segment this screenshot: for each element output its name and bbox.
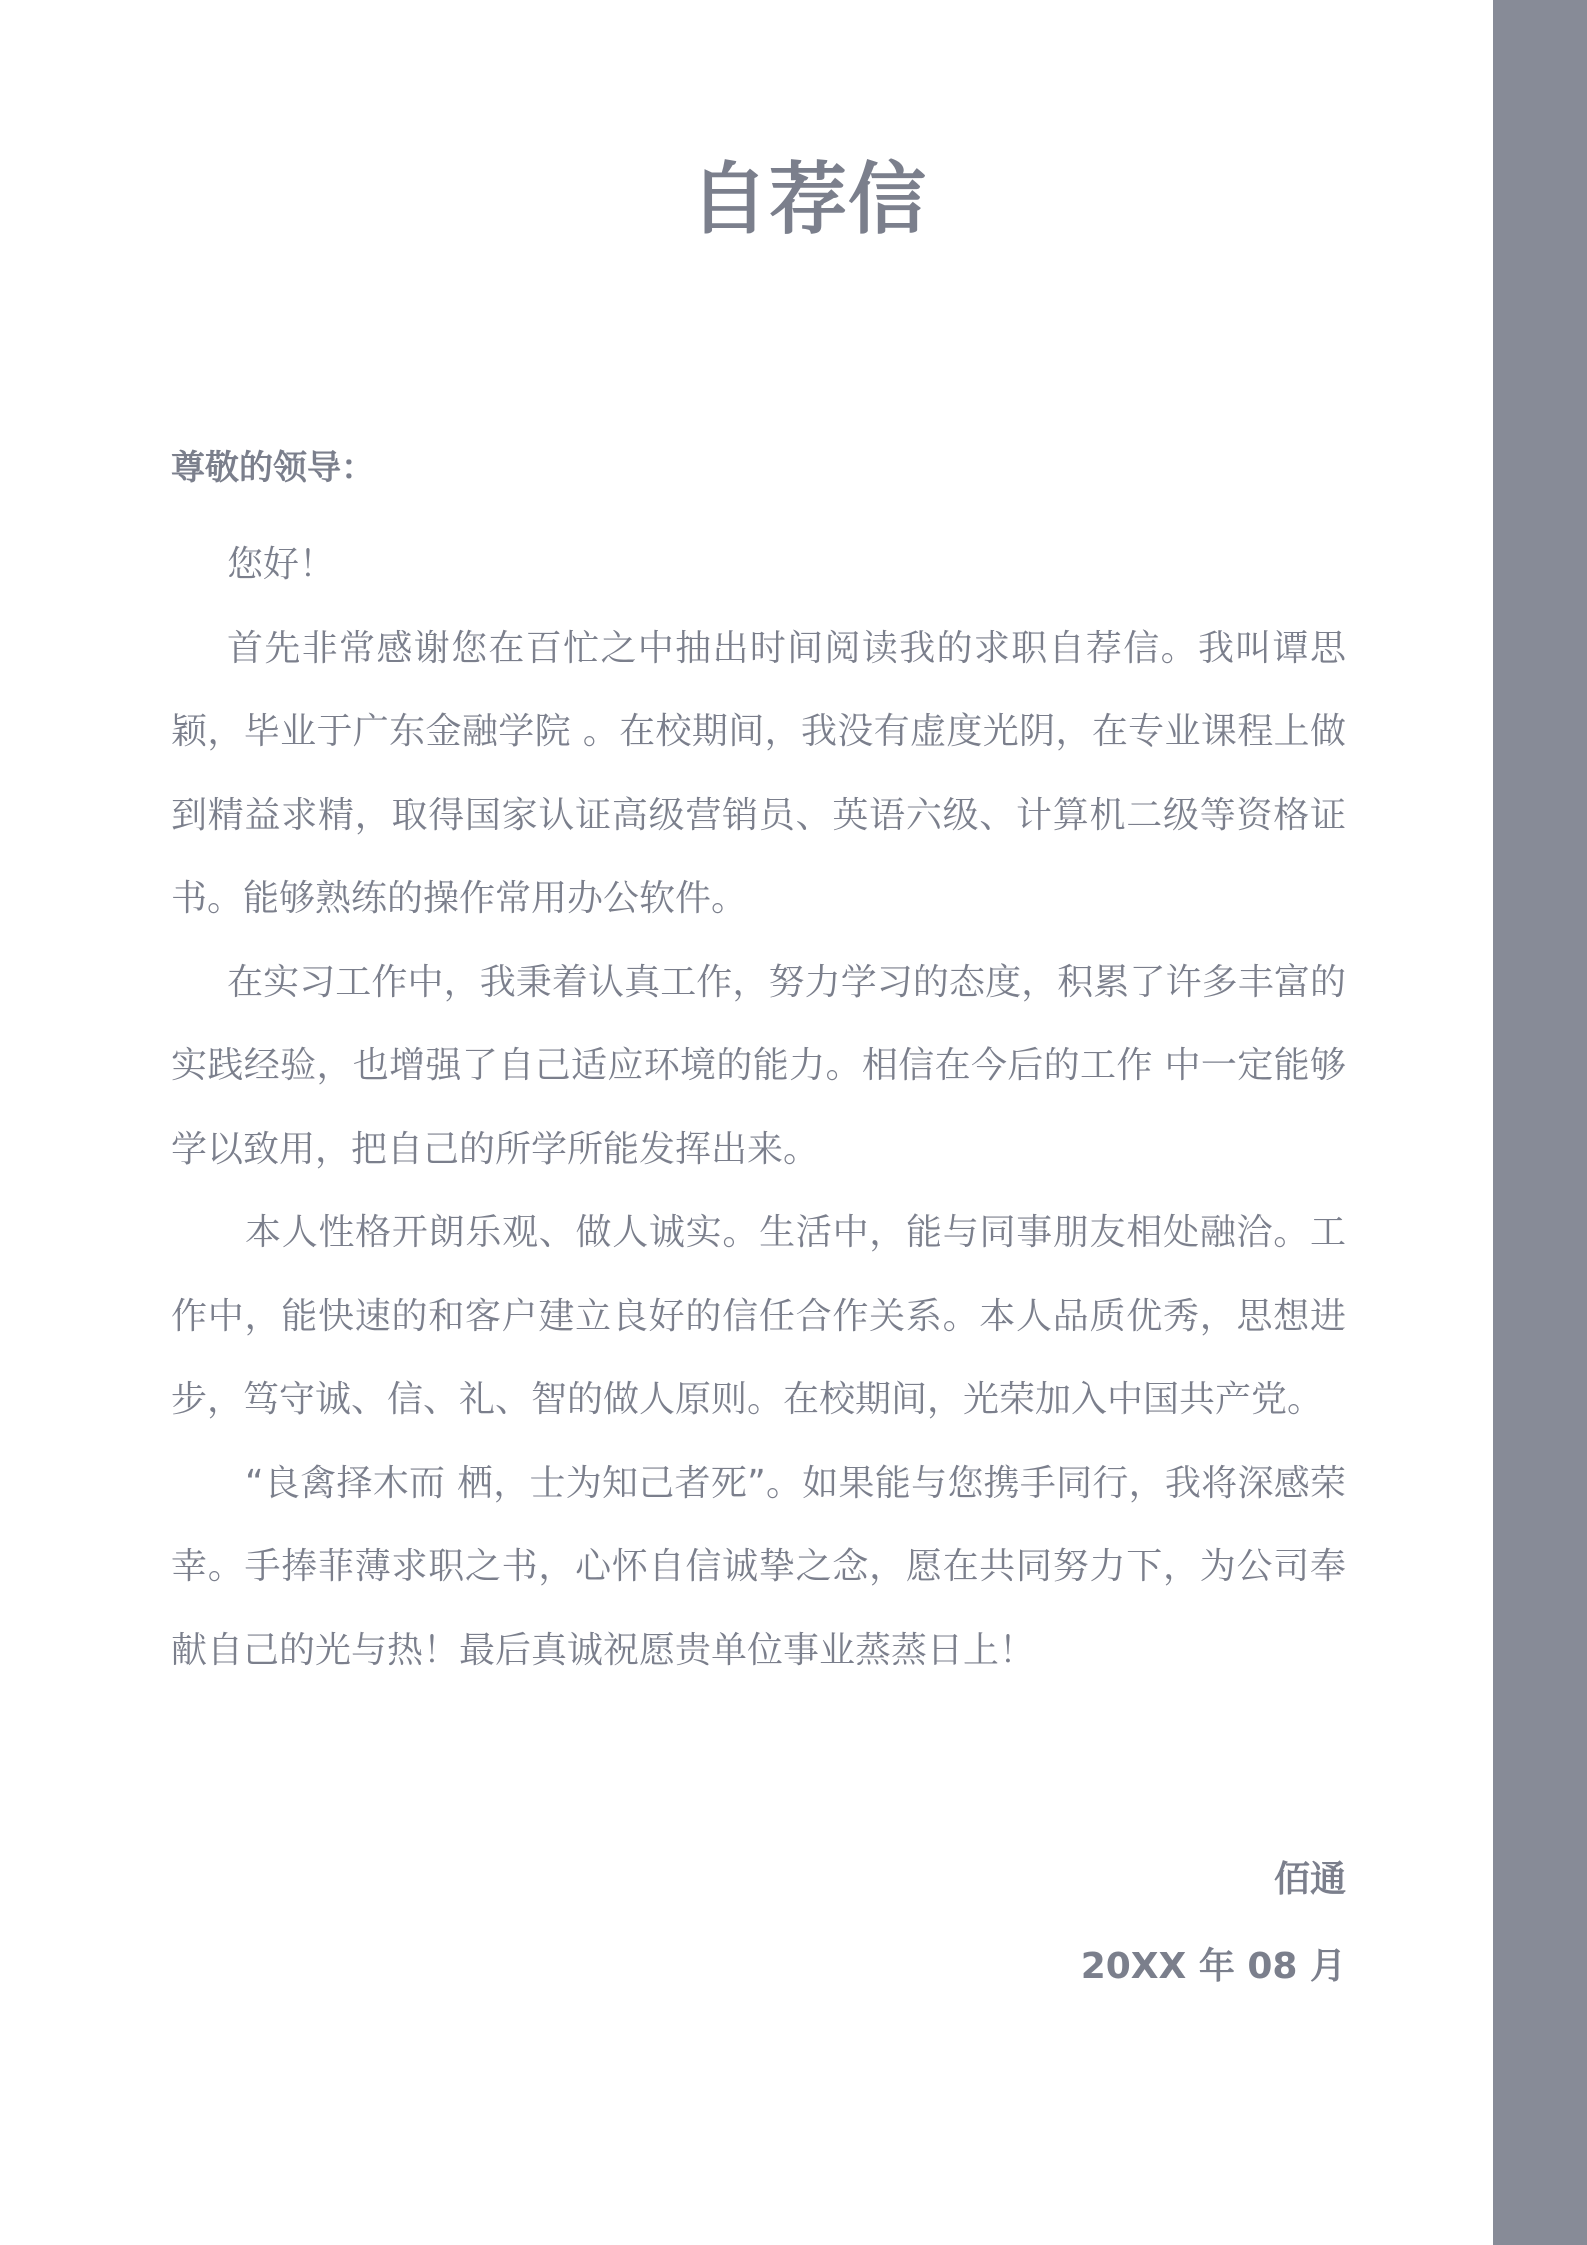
letter-signature: 佰通 <box>1273 1859 1346 1900</box>
letter-page <box>171 0 1346 2245</box>
side-decorative-bar <box>1493 0 1587 2245</box>
letter-salutation: 尊敬的领导： <box>171 448 375 488</box>
letter-title: 自荐信 <box>689 155 927 245</box>
letter-paragraph-2: 在实习工作中，我秉着认真工作，努力学习的态度，积累了许多丰富的实践经验，也增强了自己适应环境的能力。相信在今后的工作 中一定能够学以致用，把自己的所学所能发挥出来。 <box>171 961 1346 1170</box>
letter-paragraph-1: 首先非常感谢您在百忙之中抽出时间阅读我的求职自荐信。我叫谭思颖，毕业于广东金融学院 。在校期间，我没有虚度光阴，在专业课程上做到精益求精，取得国家认证高级营销员、英语六级、计算机二级等资格证书。能够熟练的操作常用办公软件。 <box>171 627 1346 919</box>
letter-date: 20XX 年 08 月 <box>1080 1946 1346 1987</box>
letter-paragraph-3: 本人性格开朗乐观、做人诚实。生活中，能与同事朋友相处融洽。工作中，能快速的和客户建立良好的信任合作关系。本人品质优秀，思想进步，笃守诚、信、礼、智的做人原则。在校期间，光荣加入中国共产党。 <box>171 1212 1346 1420</box>
letter-greeting: 您好！ <box>227 544 336 585</box>
letter-paragraph-4: “良禽择木而 栖，士为知己者死”。如果能与您携手同行，我将深感荣幸。手捧菲薄求职之书，心怀自信诚挚之念，愿在共同努力下，为公司奉献自己的光与热！最后真诚祝愿贵单位事业蒸蒸日上！ <box>171 1462 1346 1671</box>
letter-body <box>171 523 1346 1692</box>
